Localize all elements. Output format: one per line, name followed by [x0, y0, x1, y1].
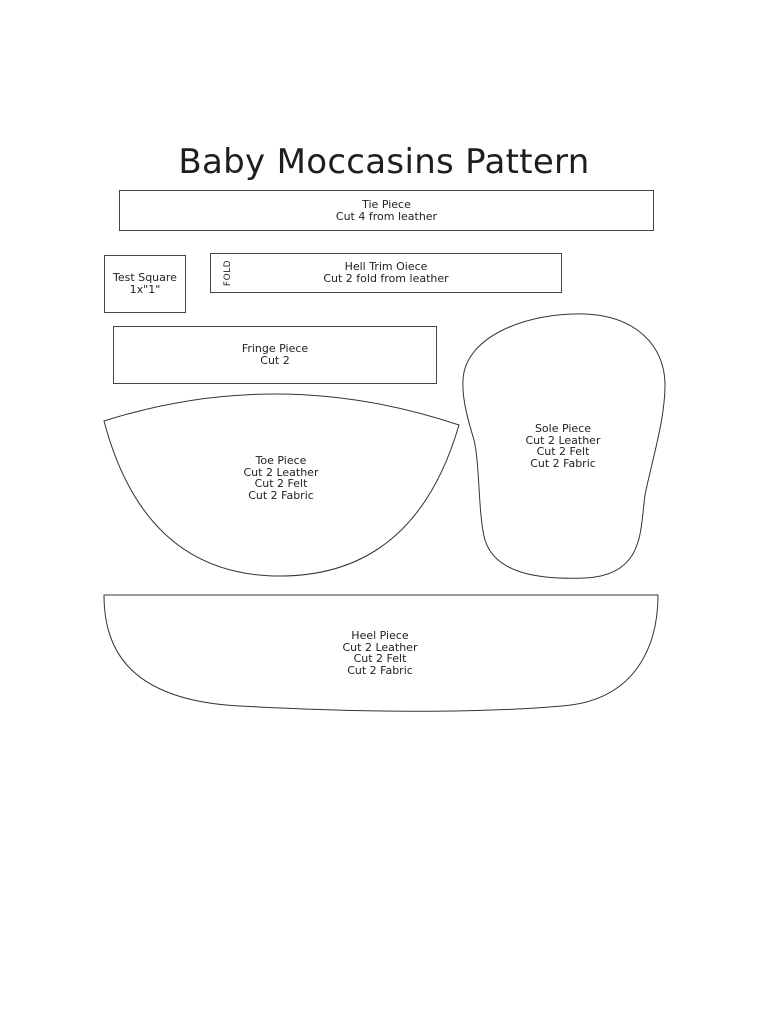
- fringe-piece-instruction: Cut 2: [260, 354, 290, 367]
- heel-trim-piece: [210, 253, 562, 293]
- sole-piece-name: Sole Piece: [534, 422, 592, 435]
- fringe-piece-name: Fringe Piece: [241, 342, 309, 355]
- sole-piece-instruction: Cut 2 Fabric: [530, 456, 596, 470]
- heel-trim-piece-instruction: Cut 2 fold from leather: [323, 272, 449, 285]
- tie-piece: [119, 190, 654, 231]
- toe-piece-instruction: Cut 2 Felt: [254, 477, 308, 490]
- fringe-piece: [113, 326, 437, 384]
- toe-piece-instruction: Cut 2 Fabric: [248, 488, 314, 502]
- sole-piece-instruction: Cut 2 Leather: [525, 433, 601, 447]
- toe-piece-instruction: Cut 2 Leather: [243, 465, 319, 479]
- heel-piece-instruction: Cut 2 Leather: [342, 640, 418, 654]
- toe-piece-label: [221, 455, 341, 501]
- heel-piece-instruction: Cut 2 Felt: [353, 652, 407, 665]
- test-square: [104, 255, 186, 313]
- test-square-size: 1x"1": [129, 283, 161, 296]
- fold-label: FOLD: [223, 259, 234, 287]
- heel-trim-piece-name: Hell Trim Oiece: [344, 260, 428, 273]
- toe-piece-name: Toe Piece: [255, 454, 307, 467]
- sole-piece-instruction: Cut 2 Felt: [536, 445, 590, 458]
- tie-piece-name: Tie Piece: [362, 197, 411, 211]
- heel-piece-name: Heel Piece: [351, 629, 409, 642]
- page-title: Baby Moccasins Pattern: [178, 142, 590, 182]
- tie-piece-instruction: Cut 4 from leather: [335, 209, 438, 223]
- heel-piece-label: [320, 630, 440, 676]
- heel-piece-instruction: Cut 2 Fabric: [347, 663, 413, 677]
- sole-piece-label: [503, 423, 623, 469]
- test-square-name: Test Square: [113, 271, 177, 284]
